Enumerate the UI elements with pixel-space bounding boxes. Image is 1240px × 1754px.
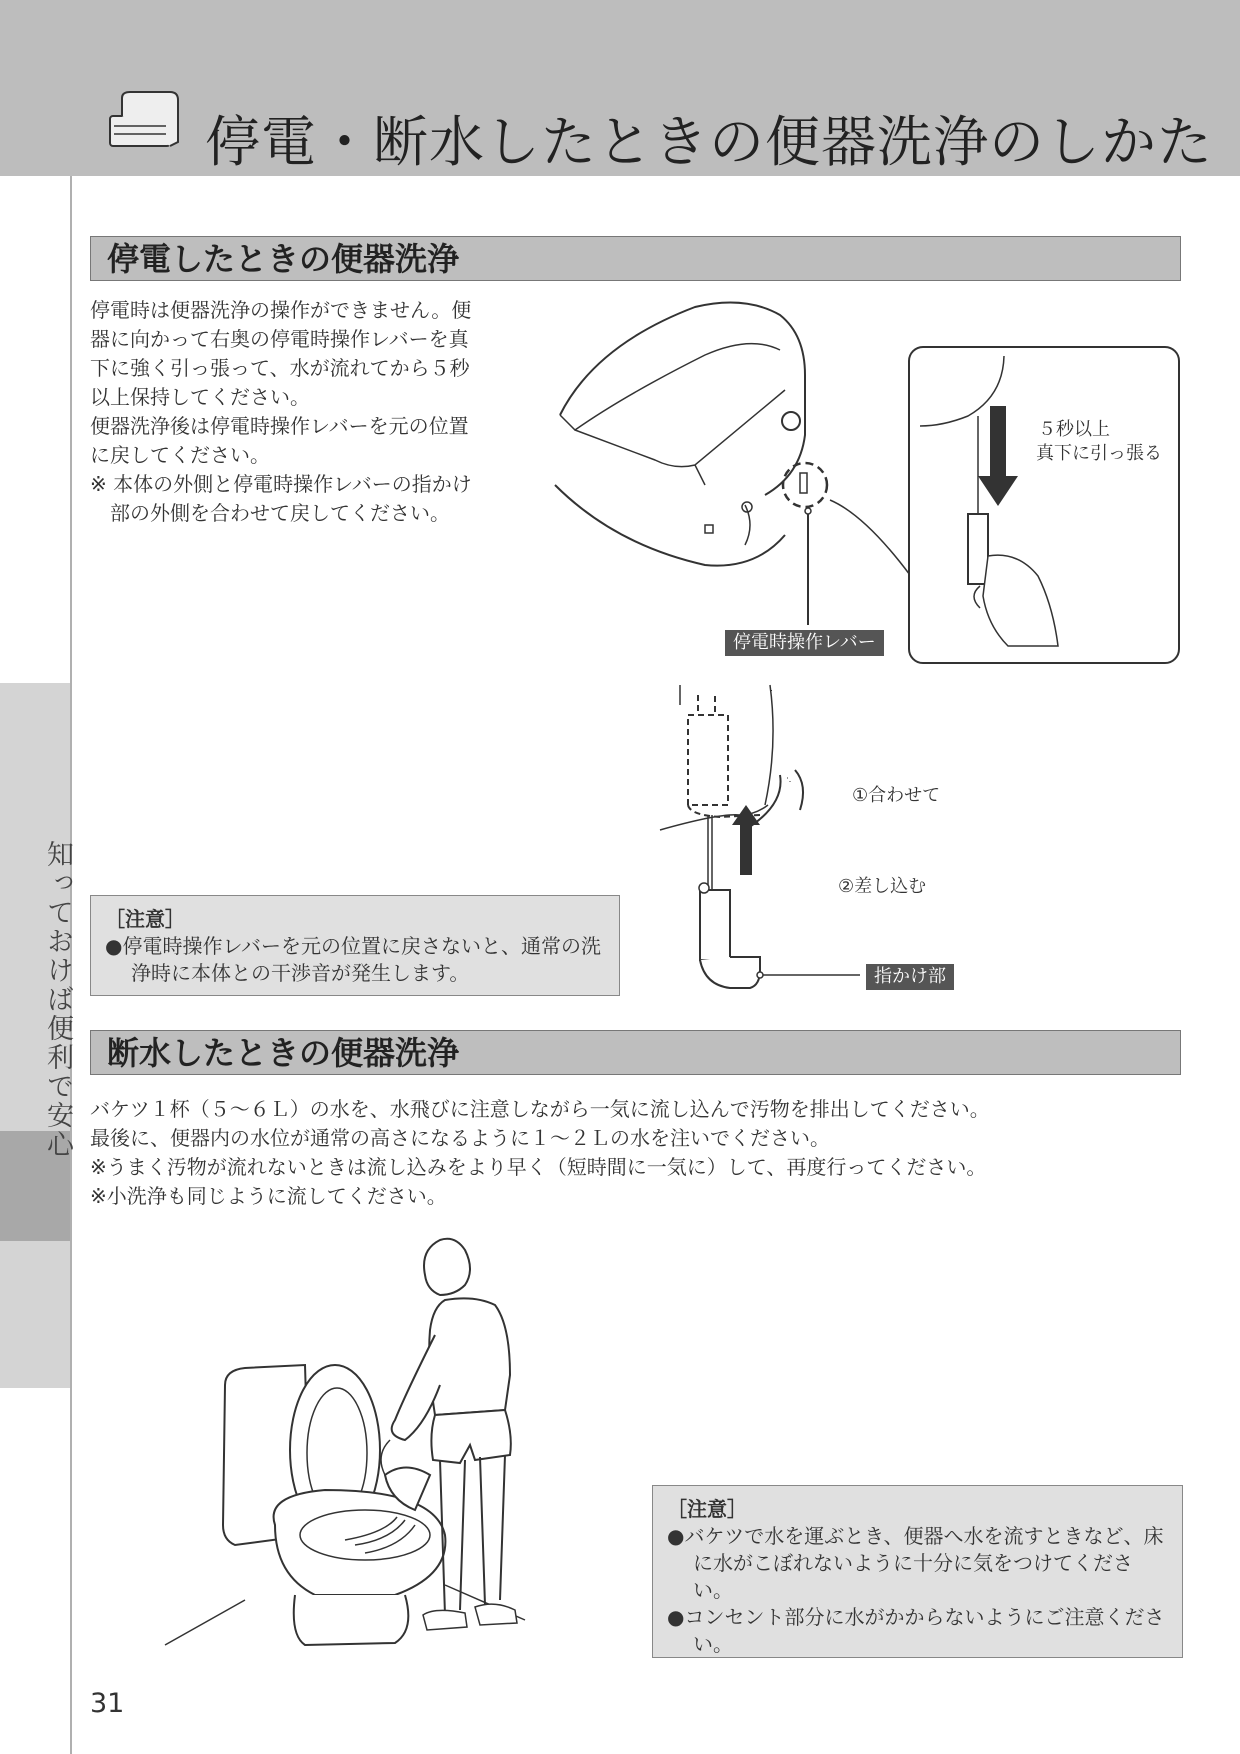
- page-header: [0, 0, 1240, 176]
- power-line: 停電時は便器洗浄の操作ができません。便: [90, 298, 472, 322]
- caution-heading: ［注意］: [667, 1497, 747, 1521]
- page-number: 31: [90, 1688, 125, 1719]
- power-line: 以上保持してください。: [90, 385, 310, 409]
- section-heading-power: 停電したときの便器洗浄: [90, 236, 1181, 281]
- power-line: 器に向かって右奥の停電時操作レバーを真: [90, 327, 469, 351]
- step-insert-label: ②差し込む: [838, 876, 927, 897]
- lever-pull-detail: [908, 346, 1180, 664]
- side-tab-label: 知っておけば便利で安心: [42, 840, 73, 1159]
- toilet-side-illustration: [555, 295, 885, 595]
- step-align-label: ①合わせて: [852, 785, 941, 806]
- caution-box-water: [652, 1485, 1183, 1658]
- power-line: 便器洗浄後は停電時操作レバーを元の位置: [90, 414, 469, 438]
- water-line: ※小洗浄も同じように流してください。: [90, 1184, 447, 1208]
- finger-grip-label: 指かけ部: [866, 964, 954, 990]
- page-title: 停電・断水したときの便器洗浄のしかた: [205, 110, 1214, 174]
- pull-instruction-2: 真下に引っ張る: [1036, 443, 1162, 464]
- caution-bullet: ●コンセント部分に水がかからないようにご注意ください。: [667, 1605, 1165, 1656]
- caution-bullet: ●停電時操作レバーを元の位置に戻さないと、通常の洗浄時に本体との干渉音が発生します。: [105, 934, 602, 985]
- power-line: に戻してください。: [90, 443, 270, 467]
- power-instructions: [90, 296, 510, 528]
- water-line: ※うまく汚物が流れないときは流し込みをより早く（短時間に一気に）して、再度行ってください。: [90, 1155, 987, 1179]
- section-heading-water: 断水したときの便器洗浄: [90, 1030, 1181, 1075]
- water-instructions: [90, 1095, 1180, 1211]
- caution-bullet: ●バケツで水を運ぶとき、便器へ水を流すときなど、床に水がこぼれないように十分に気をつけてください。: [667, 1524, 1164, 1602]
- lever-label: 停電時操作レバー: [725, 630, 884, 656]
- pull-instruction-1: ５秒以上: [1038, 419, 1110, 440]
- lever-reinsert-illustration: [660, 685, 860, 995]
- toilet-seat-icon: [108, 88, 180, 152]
- caution-heading: ［注意］: [105, 907, 185, 931]
- bucket-flush-illustration: [165, 1235, 625, 1665]
- power-line: 部の外側を合わせて戻してください。: [90, 501, 450, 525]
- water-line: 最後に、便器内の水位が通常の高さになるように１～２Ｌの水を注いでください。: [90, 1126, 830, 1150]
- power-line: 下に強く引っ張って、水が流れてから５秒: [90, 356, 470, 380]
- caution-box-power: [90, 895, 620, 996]
- water-line: バケツ１杯（５～６Ｌ）の水を、水飛びに注意しながら一気に流し込んで汚物を排出してください。: [90, 1097, 990, 1121]
- power-line: ※ 本体の外側と停電時操作レバーの指かけ: [90, 472, 472, 496]
